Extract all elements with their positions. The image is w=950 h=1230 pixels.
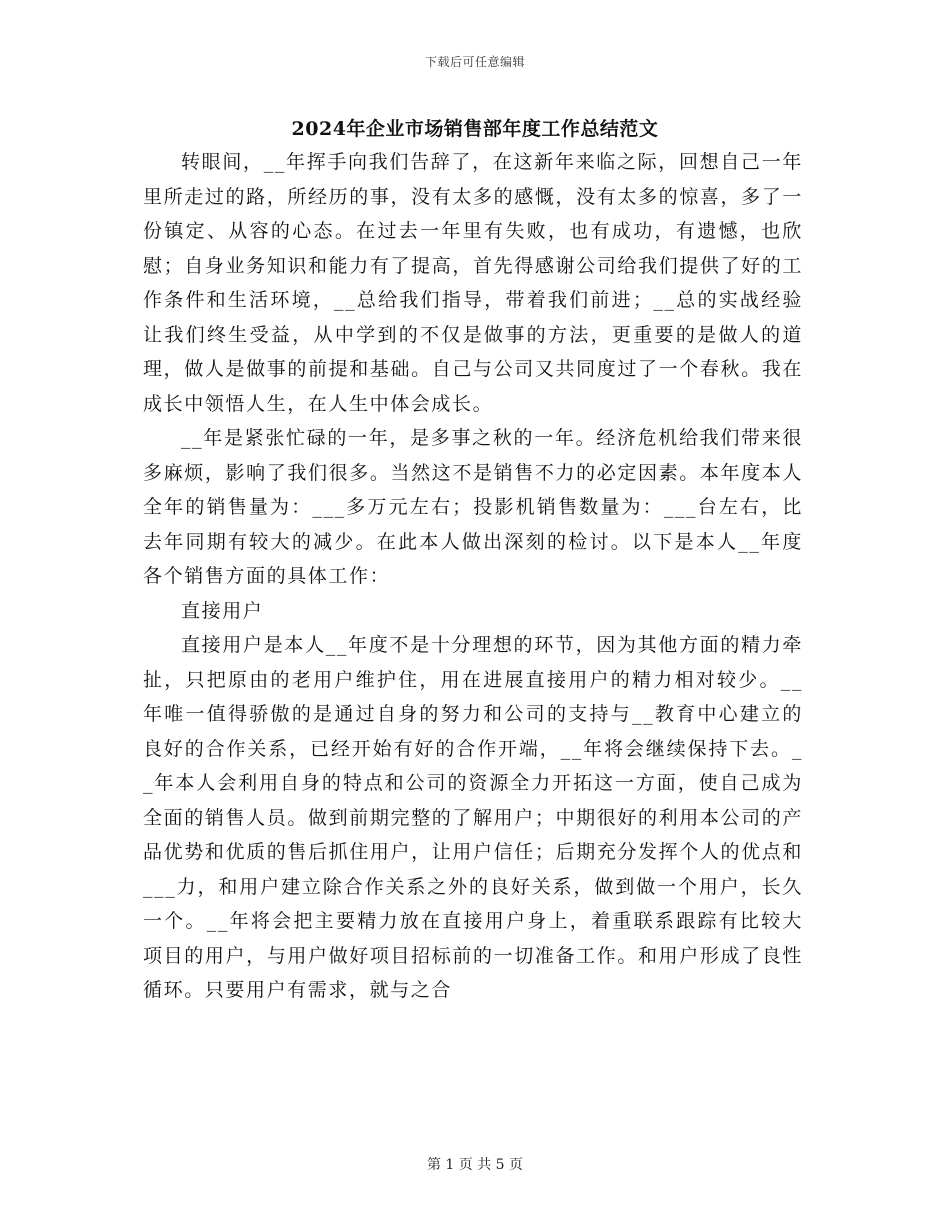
- page-number: 第 1 页 共 5 页: [426, 1157, 524, 1173]
- document-body: [143, 145, 803, 1008]
- section-heading-direct-users: 直接用户: [181, 599, 264, 622]
- page-header-note: 下载后可任意编辑: [424, 55, 525, 69]
- paragraph-sales-summary: __年是紧张忙碌的一年，是多事之秋的一年。经济危机给我们带来很多麻烦，影响了我们很多。当然这不是销售不力的必定因素。本年度本人全年的销售量为：___多万元左右；投影机销售数量为：___台左右，比去年同期有较大的减少。在此本人做出深刻的检讨。以下是本人__年度各个销售方面的具体工作：: [143, 427, 803, 587]
- document-title: 2024年企业市场销售部年度工作总结范文: [291, 118, 659, 140]
- paragraph-direct-users: 直接用户是本人__年度不是十分理想的环节，因为其他方面的精力牵扯，只把原由的老用户维护住，用在进展直接用户的精力相对较少。__年唯一值得骄傲的是通过自身的努力和公司的支持与__教育中心建立的良好的合作关系，已经开始有好的合作开端，__年将会继续保持下去。__年本人会利用自身的特点和公司的资源全力开拓这一方面，使自己成为全面的销售人员。做到前期完整的了解用户；中期很好的利用本公司的产品优势和优质的售后抓住用户，让用户信任；后期充分发挥个人的优点和___力，和用户建立除合作关系之外的良好关系，做到做一个用户，长久一个。__年将会把主要精力放在直接用户身上，着重联系跟踪有比较大项目的用户，与用户做好项目招标前的一切准备工作。和用户形成了良性循环。只要用户有需求，就与之合: [143, 634, 803, 1001]
- paragraph-intro: 转眼间，__年挥手向我们告辞了，在这新年来临之际，回想自己一年里所走过的路，所经历的事，没有太多的感慨，没有太多的惊喜，多了一份镇定、从容的心态。在过去一年里有失败，也有成功，有遗憾，也欣慰；自身业务知识和能力有了提高，首先得感谢公司给我们提供了好的工作条件和生活环境，__总给我们指导，带着我们前进；__总的实战经验让我们终生受益，从中学到的不仅是做事的方法，更重要的是做人的道理，做人是做事的前提和基础。自己与公司又共同度过了一个春秋。我在成长中领悟人生，在人生中体会成长。: [143, 151, 803, 415]
